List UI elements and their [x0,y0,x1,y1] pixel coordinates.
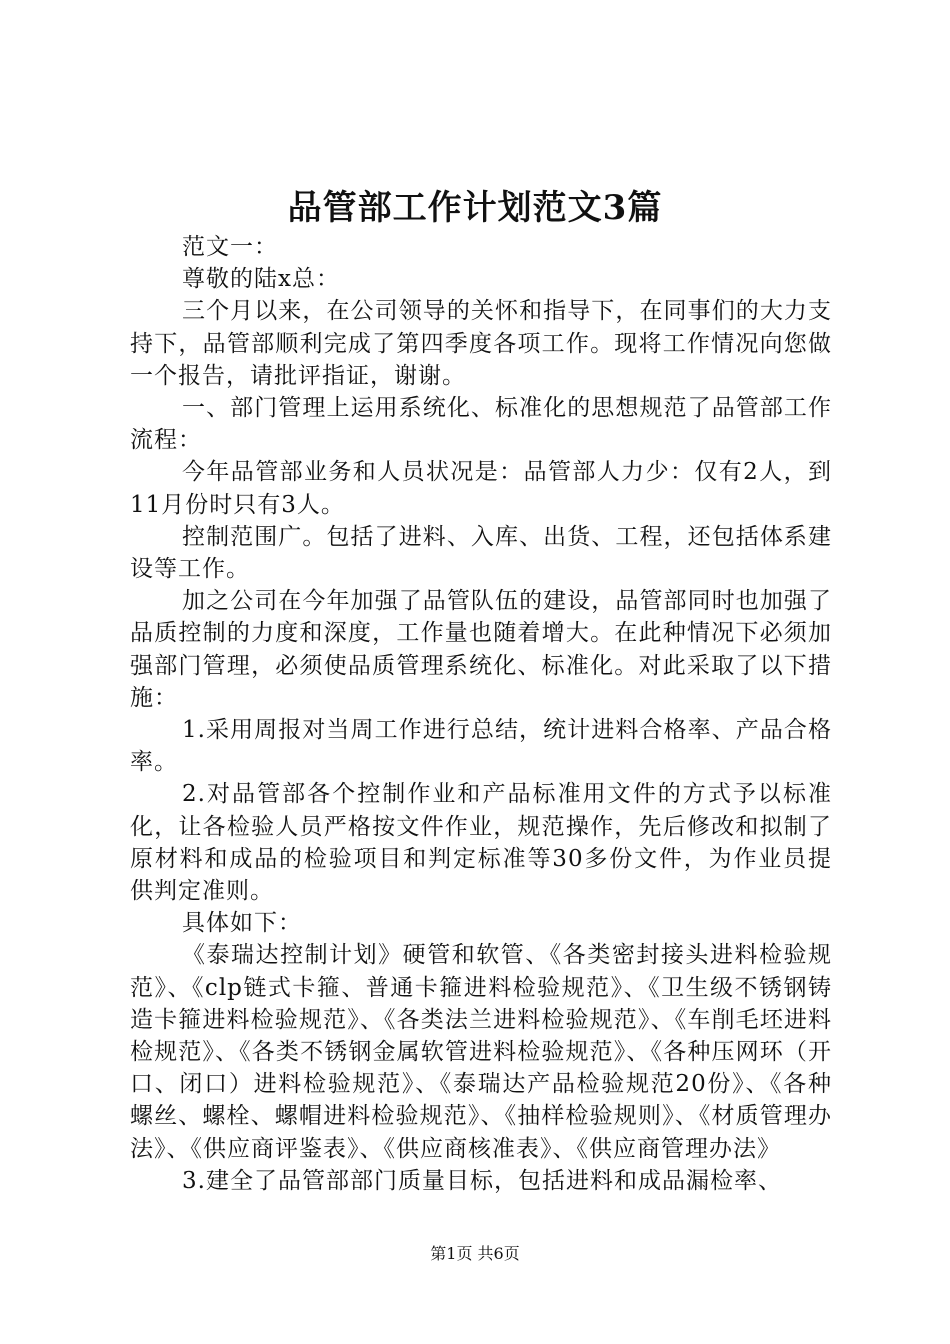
paragraph: 3.建全了品管部部门质量目标，包括进料和成品漏检率、 [182,1167,782,1194]
paragraph: 1.采用周报对当周工作进行总结，统计进料合格率、产品合格率。 [130,717,832,776]
paragraph: 尊敬的陆x总： [182,266,340,293]
paragraph: 三个月以来，在公司领导的关怀和指导下，在同事们的大力支持下，品管部顺利完成了第四季度各项工作。现将工作情况向您做一个报告，请批评指证，谢谢。 [130,298,832,389]
paragraph: 2.对品管部各个控制作业和产品标准用文件的方式予以标准化，让各检验人员严格按文件作业，规范操作，先后修改和拟制了原材料和成品的检验项目和判定标准等30多份文件，为作业员提供判定准则。 [130,781,832,905]
paragraph: 今年品管部业务和人员状况是：品管部人力少：仅有2人，到11月份时只有3人。 [130,459,832,518]
paragraph: 一、部门管理上运用系统化、标准化的思想规范了品管部工作流程： [130,395,832,454]
paragraph: 加之公司在今年加强了品管队伍的建设，品管部同时也加强了品质控制的力度和深度，工作量也随着增大。在此种情况下必须加强部门管理，必须使品质管理系统化、标准化。对此采取了以下措施： [130,588,832,711]
paragraph: 具体如下： [182,910,302,937]
paragraph: 《泰瑞达控制计划》硬管和软管、《各类密封接头进料检验规范》、《clp链式卡箍、普通卡箍进料检验规范》、《卫生级不锈钢铸造卡箍进料检验规范》、《各类法兰进料检验规范》、《车削毛坯进料检规范》、《各类不锈钢金属软管进料检验规范》、《各种压网环（开口、闭口）进料检验规范》、《泰瑞达产品检验规范20份》、《各种螺丝、螺栓、螺帽进料检验规范》、《抽样检验规则》、《材质管理办法》、《供应商评鉴表》、《供应商核准表》、《供应商管理办法》 [130,942,832,1162]
page-footer: 第1页 共6页 [430,1244,520,1263]
paragraph: 范文一： [182,234,278,260]
document-body [130,231,832,1197]
paragraph: 控制范围广。包括了进料、入库、出货、工程，还包括体系建设等工作。 [130,523,832,583]
document-title: 品管部工作计划范文3篇 [287,188,663,228]
